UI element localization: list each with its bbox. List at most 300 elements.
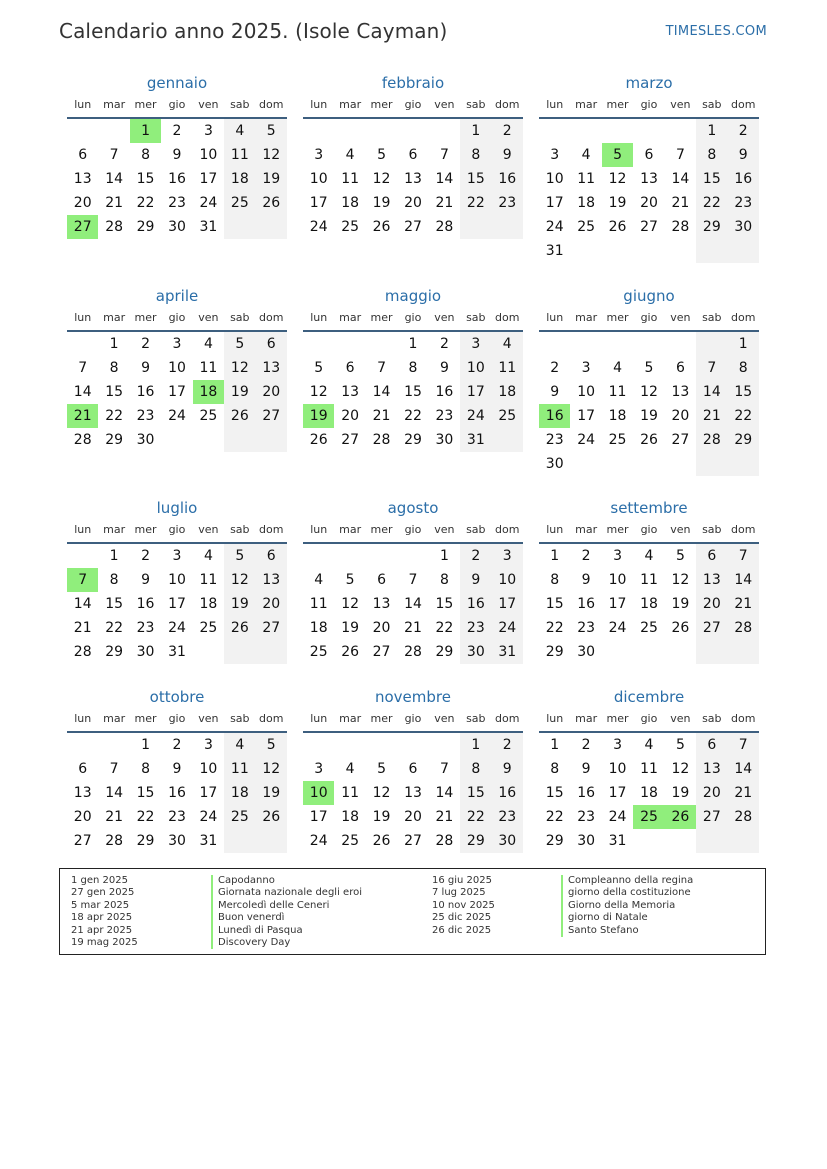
- day-cell: 11: [224, 757, 255, 781]
- day-cell: 21: [105, 809, 124, 825]
- day-cell: 19: [372, 195, 391, 211]
- day-cell: 9: [439, 360, 449, 376]
- day-cell: 4: [203, 336, 213, 352]
- weekday-header: [539, 519, 759, 544]
- weekday-label: lun: [310, 523, 328, 536]
- day-cell: 3: [172, 548, 182, 564]
- day-cell: 13: [640, 171, 658, 187]
- day-cell: 14: [728, 757, 759, 781]
- day-cell: 25: [224, 191, 255, 215]
- day-cell: 19: [256, 781, 287, 805]
- day-cell: 19: [608, 195, 627, 211]
- day-cell: 19: [224, 380, 255, 404]
- empty-day-cell: [633, 119, 664, 143]
- day-cell: 17: [309, 195, 328, 211]
- day-cell: 30: [136, 432, 155, 448]
- weekday-label: mar: [575, 98, 598, 111]
- empty-day-cell: [303, 332, 334, 356]
- day-cell: 24: [199, 195, 218, 211]
- day-cell: 17: [309, 809, 328, 825]
- day-cell: 29: [105, 432, 124, 448]
- weekday-label: ven: [198, 523, 219, 536]
- day-cell: 9: [492, 757, 523, 781]
- day-cell: 12: [671, 572, 690, 588]
- empty-day-cell: [256, 428, 287, 452]
- day-cell: 24: [608, 809, 627, 825]
- weekday-label: gio: [640, 712, 658, 725]
- day-cell: 9: [581, 572, 591, 588]
- day-grid: [67, 733, 287, 853]
- day-cell: 31: [460, 428, 491, 452]
- empty-day-cell: [366, 332, 397, 356]
- weekday-label: ven: [670, 98, 691, 111]
- empty-day-cell: [98, 119, 129, 143]
- day-grid: [539, 332, 759, 476]
- weekday-label: mer: [134, 311, 157, 324]
- day-cell: 29: [136, 833, 155, 849]
- day-cell: 12: [341, 596, 360, 612]
- day-cell: 16: [136, 596, 155, 612]
- weekday-label: lun: [310, 311, 328, 324]
- holiday-date: 27 gen 2025: [71, 887, 135, 899]
- weekday-label: lun: [310, 712, 328, 725]
- day-cell: 4: [203, 548, 213, 564]
- day-cell: 13: [404, 171, 422, 187]
- day-cell: 17: [608, 785, 627, 801]
- day-cell: 17: [199, 785, 218, 801]
- holiday-day-cell: 1: [130, 119, 161, 143]
- day-grid: [303, 544, 523, 664]
- day-cell: 10: [545, 171, 564, 187]
- day-cell: 15: [545, 596, 564, 612]
- weekday-label: mar: [339, 712, 362, 725]
- holiday-date: 5 mar 2025: [71, 899, 130, 911]
- day-cell: 13: [696, 568, 727, 592]
- month-title: maggio: [384, 287, 442, 305]
- day-cell: 27: [372, 644, 391, 660]
- day-cell: 28: [728, 616, 759, 640]
- day-cell: 10: [460, 356, 491, 380]
- empty-day-cell: [570, 332, 601, 356]
- day-cell: 6: [675, 360, 685, 376]
- day-cell: 24: [168, 620, 186, 636]
- day-cell: 16: [728, 167, 759, 191]
- holiday-name: giorno di Natale: [561, 912, 693, 924]
- day-cell: 17: [199, 171, 218, 187]
- weekday-label: lun: [74, 98, 92, 111]
- holiday-dates-column-2: [432, 875, 495, 937]
- empty-day-cell: [193, 640, 224, 664]
- holiday-name: Compleanno della regina: [561, 875, 693, 887]
- month-title: giugno: [623, 287, 675, 305]
- day-cell: 25: [224, 805, 255, 829]
- day-grid: [303, 733, 523, 853]
- day-cell: 30: [435, 432, 454, 448]
- day-cell: 5: [377, 147, 387, 163]
- day-cell: 25: [608, 432, 627, 448]
- day-cell: 4: [345, 147, 355, 163]
- day-cell: 11: [341, 785, 360, 801]
- day-cell: 3: [613, 548, 623, 564]
- holiday-list: [59, 868, 766, 955]
- weekday-label: sab: [702, 311, 722, 324]
- day-cell: 3: [203, 123, 213, 139]
- day-cell: 12: [256, 757, 287, 781]
- day-cell: 8: [408, 360, 418, 376]
- holiday-dates-column-1: [71, 875, 138, 949]
- empty-day-cell: [224, 428, 255, 452]
- day-cell: 30: [460, 640, 491, 664]
- day-cell: 14: [404, 596, 422, 612]
- day-cell: 7: [109, 761, 119, 777]
- day-cell: 11: [492, 356, 523, 380]
- day-cell: 18: [608, 408, 627, 424]
- day-cell: 24: [608, 620, 627, 636]
- day-cell: 28: [696, 428, 727, 452]
- day-cell: 23: [136, 408, 155, 424]
- day-cell: 9: [581, 761, 591, 777]
- day-cell: 22: [696, 191, 727, 215]
- day-cell: 23: [728, 191, 759, 215]
- day-cell: 14: [435, 785, 454, 801]
- empty-day-cell: [728, 239, 759, 263]
- weekday-label: ven: [198, 311, 219, 324]
- weekday-label: dom: [259, 98, 284, 111]
- day-cell: 14: [671, 171, 690, 187]
- month-ottobre: [67, 686, 287, 853]
- day-cell: 22: [404, 408, 422, 424]
- day-cell: 1: [460, 119, 491, 143]
- day-cell: 25: [199, 620, 218, 636]
- day-cell: 26: [309, 432, 328, 448]
- weekday-label: sab: [466, 523, 486, 536]
- empty-day-cell: [602, 332, 633, 356]
- weekday-label: dom: [731, 712, 756, 725]
- weekday-label: mar: [339, 523, 362, 536]
- day-cell: 29: [728, 428, 759, 452]
- weekday-label: dom: [495, 712, 520, 725]
- empty-day-cell: [429, 119, 460, 143]
- day-cell: 24: [168, 408, 186, 424]
- day-cell: 21: [728, 592, 759, 616]
- empty-day-cell: [665, 239, 696, 263]
- day-cell: 20: [404, 809, 422, 825]
- day-cell: 26: [256, 805, 287, 829]
- holiday-day-cell: 7: [67, 568, 98, 592]
- brand-link[interactable]: TIMESLES.COM: [665, 24, 767, 39]
- empty-day-cell: [334, 119, 365, 143]
- day-cell: 7: [377, 360, 387, 376]
- day-cell: 20: [671, 408, 690, 424]
- weekday-label: ven: [670, 311, 691, 324]
- day-grid: [67, 544, 287, 664]
- day-cell: 20: [73, 809, 92, 825]
- day-grid: [303, 332, 523, 452]
- day-cell: 24: [577, 432, 596, 448]
- day-cell: 30: [577, 644, 596, 660]
- month-title: agosto: [387, 499, 439, 517]
- day-cell: 23: [545, 432, 564, 448]
- empty-day-cell: [366, 733, 397, 757]
- empty-day-cell: [633, 332, 664, 356]
- month-luglio: [67, 497, 287, 664]
- month-title: marzo: [625, 74, 673, 92]
- day-cell: 5: [377, 761, 387, 777]
- holiday-name: Giornata nazionale degli eroi: [211, 887, 362, 899]
- empty-day-cell: [460, 215, 491, 239]
- day-cell: 22: [460, 805, 491, 829]
- day-cell: 6: [345, 360, 355, 376]
- day-cell: 4: [314, 572, 324, 588]
- day-cell: 9: [460, 568, 491, 592]
- day-cell: 19: [671, 785, 690, 801]
- day-cell: 18: [199, 596, 218, 612]
- day-cell: 20: [341, 408, 360, 424]
- day-cell: 11: [577, 171, 596, 187]
- day-grid: [539, 119, 759, 263]
- weekday-label: gio: [640, 523, 658, 536]
- day-cell: 21: [73, 620, 92, 636]
- weekday-header: [539, 94, 759, 119]
- empty-day-cell: [570, 119, 601, 143]
- day-cell: 4: [613, 360, 623, 376]
- day-cell: 3: [314, 147, 324, 163]
- day-cell: 2: [141, 336, 151, 352]
- holiday-day-cell: 19: [303, 404, 334, 428]
- day-cell: 30: [577, 833, 596, 849]
- weekday-label: gio: [640, 311, 658, 324]
- month-agosto: [303, 497, 523, 664]
- day-cell: 22: [545, 620, 564, 636]
- day-cell: 7: [675, 147, 685, 163]
- day-cell: 21: [435, 809, 454, 825]
- day-cell: 17: [577, 408, 596, 424]
- day-cell: 3: [203, 737, 213, 753]
- day-cell: 5: [644, 360, 654, 376]
- day-cell: 19: [372, 809, 391, 825]
- day-cell: 30: [728, 215, 759, 239]
- day-cell: 17: [168, 384, 186, 400]
- empty-day-cell: [665, 332, 696, 356]
- weekday-label: mar: [575, 311, 598, 324]
- weekday-label: mer: [606, 98, 629, 111]
- day-cell: 7: [696, 356, 727, 380]
- day-cell: 8: [728, 356, 759, 380]
- empty-day-cell: [728, 640, 759, 664]
- empty-day-cell: [696, 452, 727, 476]
- day-cell: 23: [168, 195, 186, 211]
- weekday-label: sab: [230, 712, 250, 725]
- weekday-label: ven: [670, 712, 691, 725]
- weekday-label: sab: [466, 311, 486, 324]
- weekday-label: gio: [168, 311, 186, 324]
- empty-day-cell: [397, 544, 428, 568]
- day-cell: 14: [73, 384, 92, 400]
- day-cell: 7: [109, 147, 119, 163]
- day-cell: 21: [671, 195, 690, 211]
- day-cell: 25: [309, 644, 328, 660]
- weekday-label: mar: [103, 523, 126, 536]
- day-cell: 10: [199, 147, 218, 163]
- day-cell: 5: [256, 733, 287, 757]
- day-cell: 29: [696, 215, 727, 239]
- day-cell: 10: [309, 171, 328, 187]
- day-cell: 10: [199, 761, 218, 777]
- empty-day-cell: [303, 119, 334, 143]
- holiday-date: 10 nov 2025: [432, 899, 495, 911]
- weekday-label: dom: [259, 311, 284, 324]
- weekday-label: gio: [404, 712, 422, 725]
- day-cell: 19: [256, 167, 287, 191]
- day-cell: 24: [545, 219, 564, 235]
- day-cell: 13: [696, 757, 727, 781]
- day-cell: 18: [492, 380, 523, 404]
- empty-day-cell: [67, 119, 98, 143]
- day-cell: 31: [199, 219, 218, 235]
- empty-day-cell: [539, 119, 570, 143]
- day-cell: 10: [168, 360, 186, 376]
- day-cell: 16: [168, 785, 186, 801]
- month-marzo: [539, 72, 759, 263]
- day-cell: 4: [492, 332, 523, 356]
- day-cell: 27: [696, 805, 727, 829]
- weekday-label: ven: [434, 98, 455, 111]
- day-cell: 27: [256, 616, 287, 640]
- day-cell: 15: [460, 781, 491, 805]
- day-cell: 15: [435, 596, 454, 612]
- day-grid: [67, 119, 287, 239]
- weekday-label: lun: [546, 311, 564, 324]
- holiday-day-cell: 25: [633, 805, 664, 829]
- day-cell: 18: [577, 195, 596, 211]
- day-cell: 6: [408, 147, 418, 163]
- day-cell: 17: [492, 592, 523, 616]
- day-cell: 16: [492, 167, 523, 191]
- holiday-name: Discovery Day: [211, 937, 362, 949]
- day-cell: 22: [136, 195, 155, 211]
- empty-day-cell: [696, 332, 727, 356]
- weekday-label: lun: [546, 712, 564, 725]
- weekday-label: gio: [640, 98, 658, 111]
- day-cell: 2: [550, 360, 560, 376]
- day-cell: 2: [492, 119, 523, 143]
- day-cell: 26: [224, 616, 255, 640]
- weekday-header: [303, 307, 523, 332]
- holiday-names-column-2: [561, 875, 693, 937]
- day-cell: 11: [341, 171, 360, 187]
- holiday-day-cell: 26: [665, 805, 696, 829]
- day-cell: 2: [439, 336, 449, 352]
- day-cell: 16: [168, 171, 186, 187]
- day-cell: 12: [224, 568, 255, 592]
- weekday-label: ven: [434, 523, 455, 536]
- weekday-label: lun: [74, 311, 92, 324]
- day-cell: 2: [581, 548, 591, 564]
- empty-day-cell: [633, 239, 664, 263]
- day-cell: 5: [224, 544, 255, 568]
- holiday-date: 19 mag 2025: [71, 937, 138, 949]
- day-cell: 22: [105, 408, 124, 424]
- weekday-label: lun: [546, 523, 564, 536]
- day-cell: 17: [608, 596, 627, 612]
- day-cell: 11: [224, 143, 255, 167]
- day-cell: 17: [545, 195, 564, 211]
- day-cell: 27: [341, 432, 360, 448]
- empty-day-cell: [366, 119, 397, 143]
- day-cell: 17: [168, 596, 186, 612]
- day-cell: 23: [492, 191, 523, 215]
- holiday-date: 1 gen 2025: [71, 875, 129, 886]
- day-cell: 12: [640, 384, 658, 400]
- day-cell: 18: [341, 809, 360, 825]
- day-cell: 9: [172, 761, 182, 777]
- holiday-day-cell: 18: [193, 380, 224, 404]
- day-cell: 2: [581, 737, 591, 753]
- day-cell: 29: [404, 432, 422, 448]
- day-cell: 3: [581, 360, 591, 376]
- day-cell: 26: [640, 432, 658, 448]
- empty-day-cell: [67, 544, 98, 568]
- day-cell: 24: [309, 833, 328, 849]
- day-cell: 29: [105, 644, 124, 660]
- day-cell: 6: [377, 572, 387, 588]
- weekday-label: gio: [168, 98, 186, 111]
- day-cell: 31: [199, 833, 218, 849]
- day-cell: 5: [224, 332, 255, 356]
- day-cell: 5: [675, 548, 685, 564]
- day-cell: 7: [728, 544, 759, 568]
- day-cell: 18: [341, 195, 360, 211]
- day-cell: 13: [372, 596, 391, 612]
- day-cell: 8: [141, 147, 151, 163]
- day-cell: 9: [492, 143, 523, 167]
- day-cell: 12: [372, 785, 391, 801]
- holiday-day-cell: 16: [539, 404, 570, 428]
- day-cell: 9: [550, 384, 560, 400]
- day-cell: 27: [671, 432, 690, 448]
- weekday-label: mar: [575, 523, 598, 536]
- empty-day-cell: [696, 640, 727, 664]
- day-cell: 3: [613, 737, 623, 753]
- day-cell: 30: [168, 219, 186, 235]
- day-cell: 8: [109, 572, 119, 588]
- empty-day-cell: [397, 733, 428, 757]
- day-cell: 15: [105, 384, 124, 400]
- day-cell: 28: [671, 219, 690, 235]
- weekday-label: ven: [434, 311, 455, 324]
- day-cell: 20: [696, 781, 727, 805]
- day-cell: 2: [728, 119, 759, 143]
- day-cell: 29: [435, 644, 454, 660]
- empty-day-cell: [224, 640, 255, 664]
- day-cell: 15: [404, 384, 422, 400]
- weekday-header: [67, 519, 287, 544]
- weekday-label: dom: [495, 98, 520, 111]
- day-cell: 3: [460, 332, 491, 356]
- empty-day-cell: [696, 829, 727, 853]
- day-cell: 28: [372, 432, 391, 448]
- day-cell: 4: [224, 119, 255, 143]
- holiday-names-column-1: [211, 875, 362, 949]
- day-cell: 6: [644, 147, 654, 163]
- day-cell: 10: [577, 384, 596, 400]
- weekday-label: sab: [702, 98, 722, 111]
- weekday-label: mer: [134, 98, 157, 111]
- day-cell: 10: [492, 568, 523, 592]
- day-cell: 16: [577, 596, 596, 612]
- weekday-label: sab: [466, 98, 486, 111]
- day-cell: 30: [545, 456, 564, 472]
